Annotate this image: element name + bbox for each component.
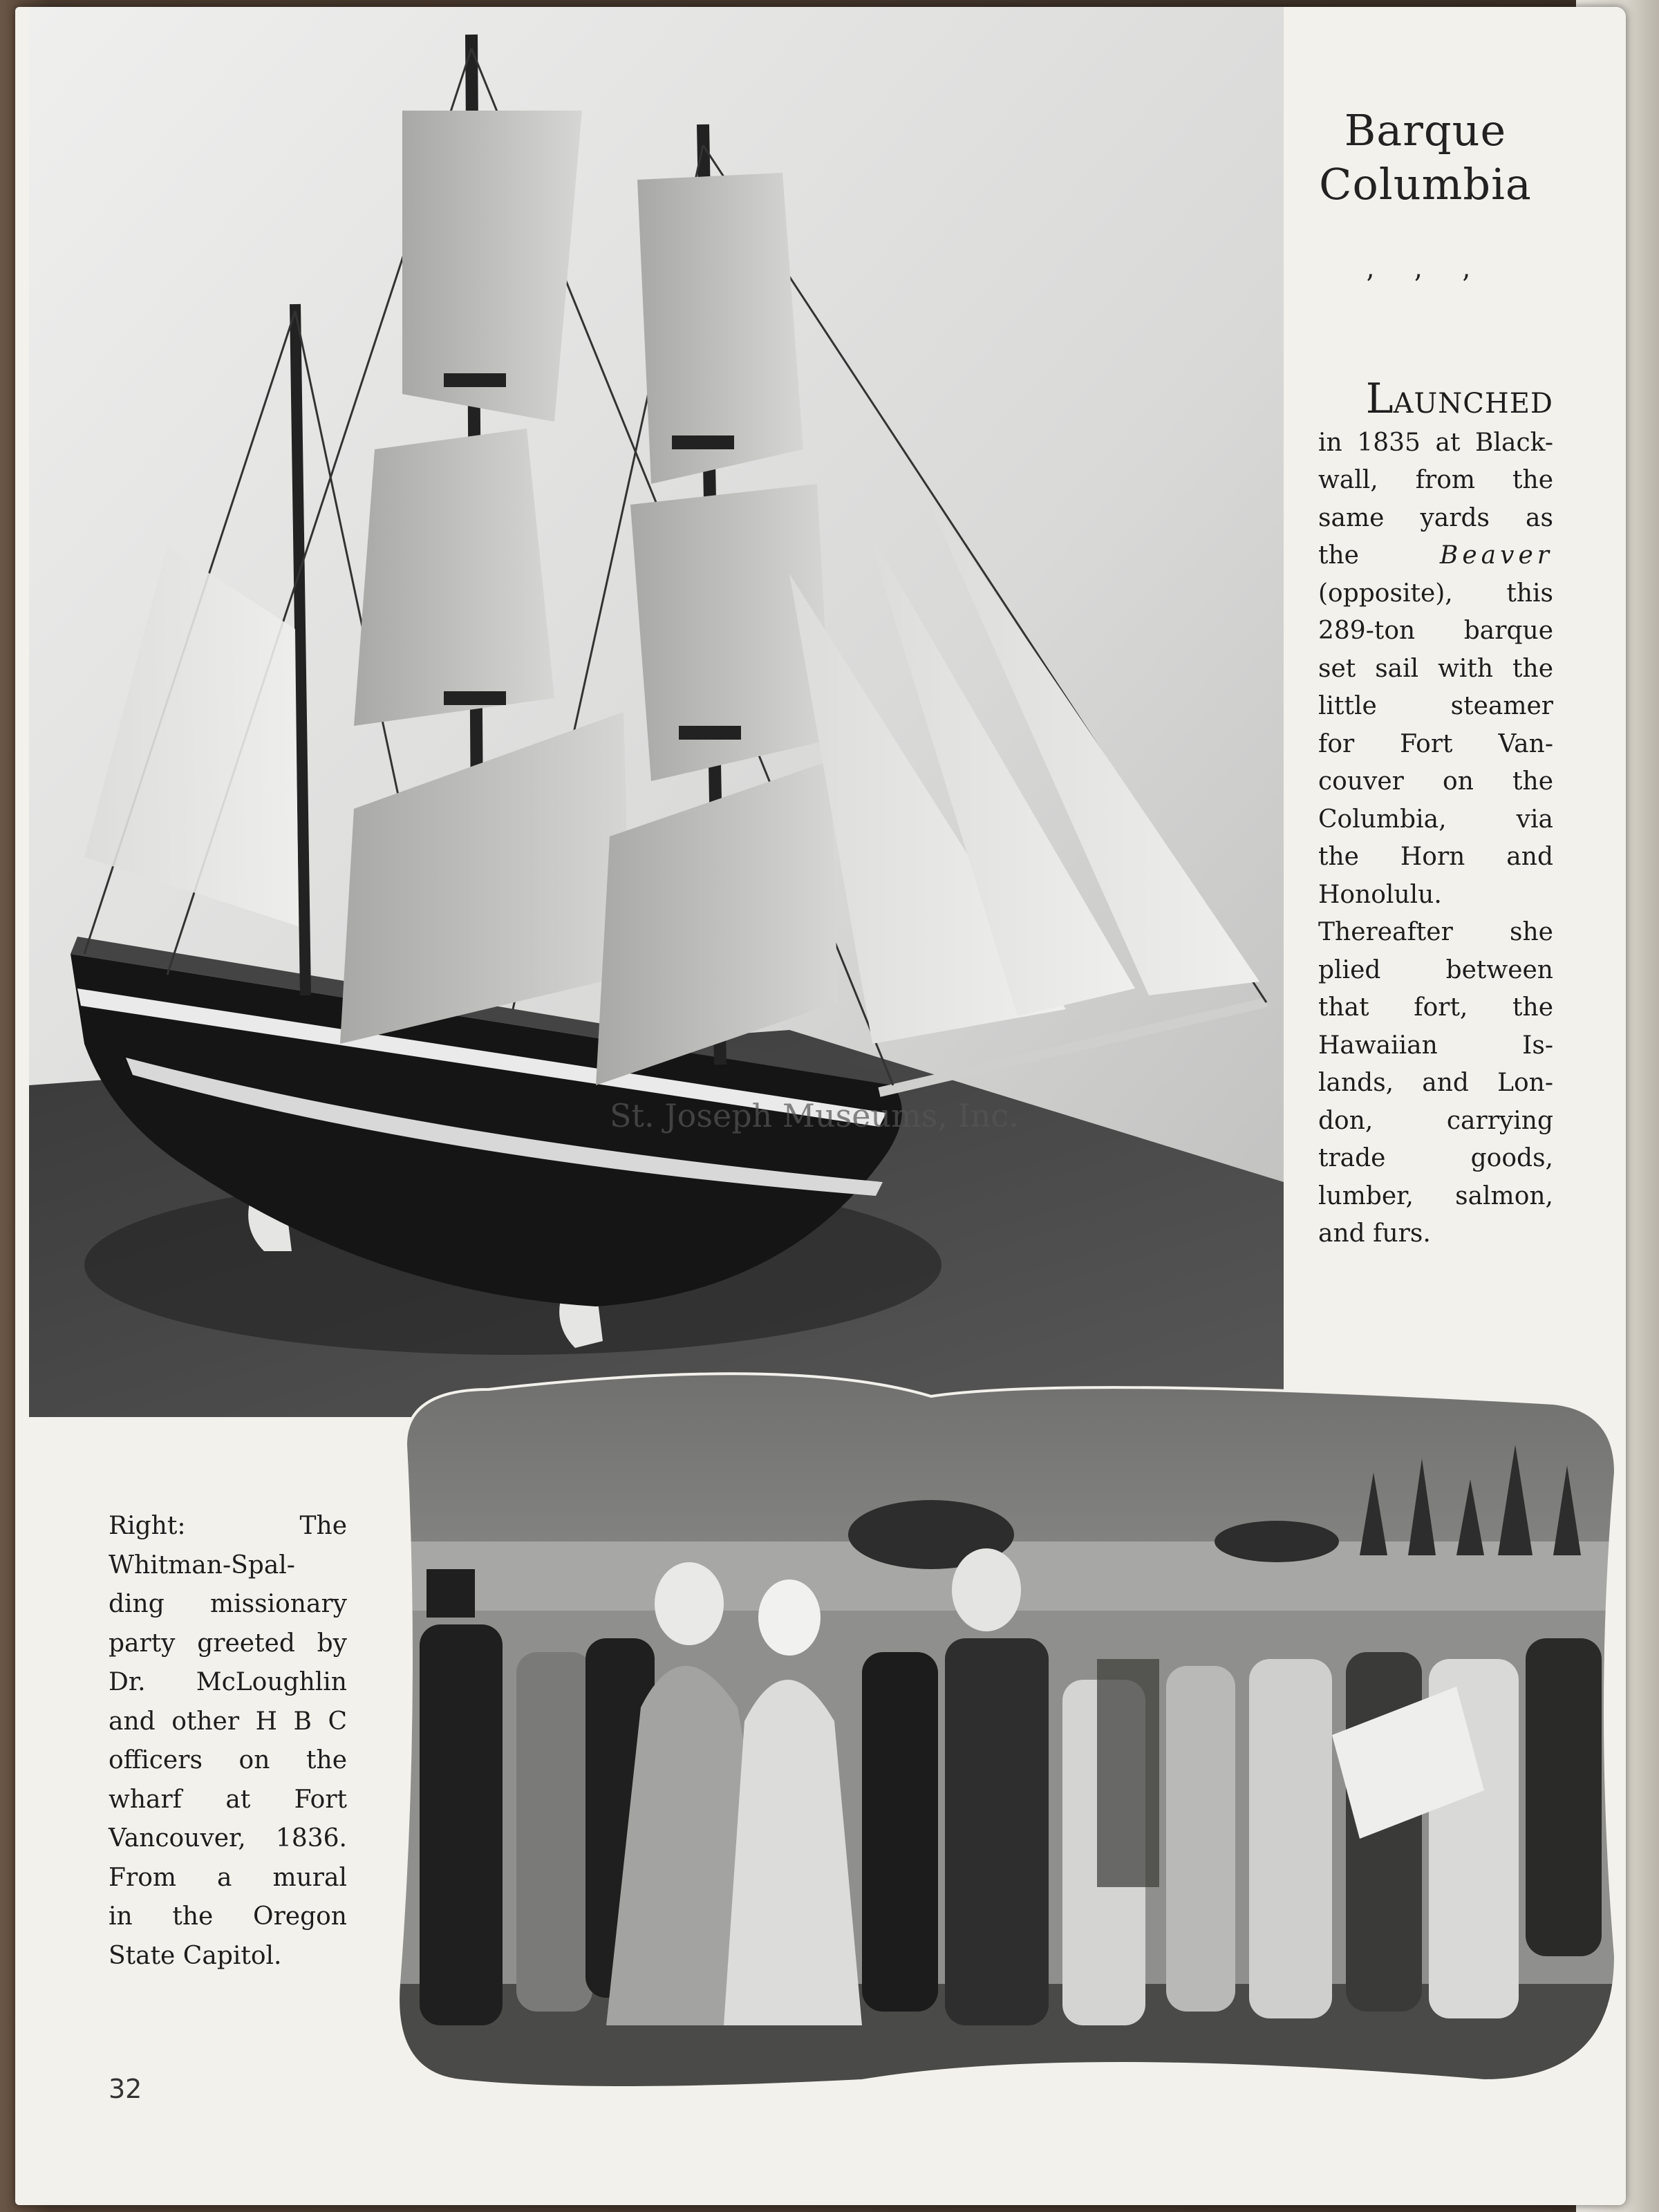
body-line: couver on the (1318, 767, 1553, 796)
watermark-text: St. Joseph Museums, Inc. (610, 1097, 1019, 1134)
body-line-beaver (1318, 537, 1553, 575)
body-line: that fort, the (1318, 993, 1553, 1022)
body-line: lands, and Lon- (1318, 1069, 1553, 1097)
title-ornament: ’ ’ ’ (1365, 270, 1485, 301)
book-page (15, 7, 1626, 2205)
dropcap: L (1365, 375, 1394, 423)
caption-line: From a mural (109, 1863, 347, 1892)
body-line: the (1318, 541, 1359, 570)
body-line: set sail with the (1318, 654, 1553, 683)
caption-line: Vancouver, 1836. (109, 1824, 347, 1853)
body-line: little steamer (1318, 692, 1553, 720)
body-line: lumber, salmon, (1318, 1181, 1553, 1210)
body-line: Columbia, via (1318, 805, 1553, 834)
body-line: in 1835 at Black- (1318, 428, 1553, 457)
mural-caption (109, 1507, 347, 1976)
article-title (1297, 104, 1553, 212)
caption-line: ding missionary (109, 1590, 347, 1618)
page-number: 32 (109, 2074, 142, 2104)
body-line: Thereafter she (1318, 918, 1553, 946)
body-line: and furs. (1318, 1219, 1431, 1248)
body-line: same yards as (1318, 503, 1553, 532)
lead-smallcaps: AUNCHED (1393, 388, 1553, 420)
caption-line: in the Oregon (109, 1902, 347, 1931)
body-line: don, carrying (1318, 1106, 1553, 1135)
caption-line: Right: The (109, 1512, 347, 1540)
mural-illustration (378, 1362, 1626, 2108)
body-line: wall, from the (1318, 466, 1553, 494)
ship-name-beaver: Beaver (1439, 541, 1553, 570)
caption-line: officers on the (109, 1746, 347, 1774)
body-line-lead (1318, 375, 1553, 424)
body-line: (opposite), this (1318, 579, 1553, 608)
caption-line: Dr. McLoughlin (109, 1668, 347, 1696)
title-line-1: Barque (1344, 105, 1507, 156)
title-line-2: Columbia (1319, 159, 1532, 209)
ship-model-illustration (29, 7, 1284, 1417)
body-line: 289-ton barque (1318, 617, 1553, 645)
mural-photo (378, 1362, 1626, 2108)
ship-model-photo (29, 7, 1284, 1417)
caption-line: wharf at Fort (109, 1785, 347, 1814)
body-line: the Horn and (1318, 843, 1553, 871)
body-line: for Fort Van- (1318, 729, 1553, 758)
caption-line: State Capitol. (109, 1941, 282, 1970)
caption-line: Whitman-Spal- (109, 1550, 295, 1580)
article-body (1318, 375, 1553, 1253)
caption-line: party greeted by (109, 1629, 347, 1658)
body-line: Hawaiian Is- (1318, 1031, 1553, 1060)
body-line: plied between (1318, 955, 1553, 984)
body-line: Honolulu. (1318, 880, 1442, 909)
body-line: trade goods, (1318, 1144, 1553, 1172)
caption-line: and other H B C (109, 1707, 347, 1736)
